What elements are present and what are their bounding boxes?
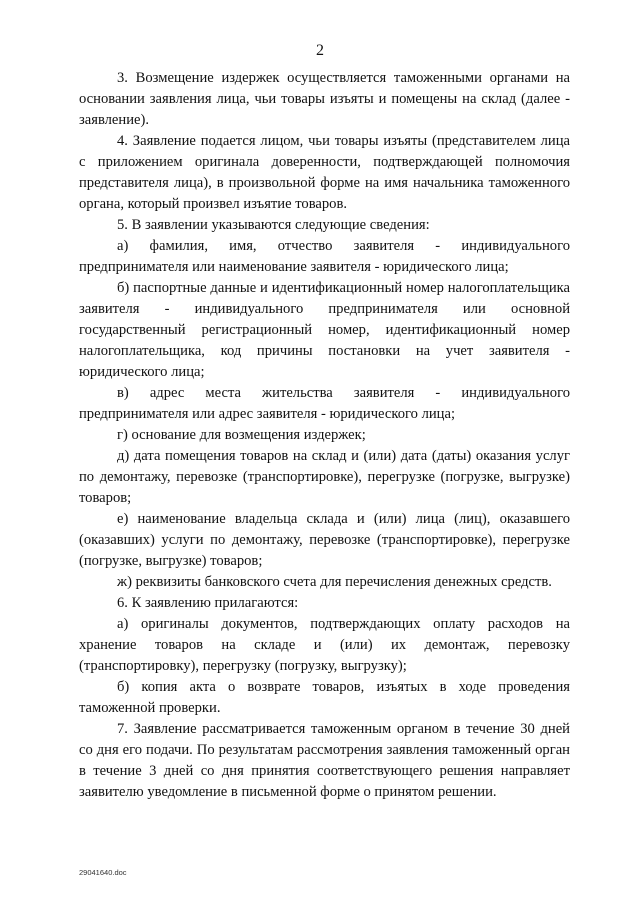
item-6b: б) копия акта о возврате товаров, изъятых в ходе проведения таможенной проверки. [79, 679, 570, 716]
paragraph-6: 6. К заявлению прилагаются: [117, 595, 299, 611]
item-5b: б) паспортные данные и идентификационный номер налогоплательщика заявителя - индивидуального предпринимателя или основной государственный регистрационный номер, идентификационный номер налогоплательщика, код причины постановки на учет заявителя - юридического лица; [79, 280, 570, 380]
paragraph-5: 5. В заявлении указываются следующие сведения: [117, 217, 430, 233]
item-5g: г) основание для возмещения издержек; [117, 427, 366, 443]
paragraph-4: 4. Заявление подается лицом, чьи товары изъяты (представителем лица с приложением оригинала доверенности, подтверждающей полномочия представителя лица), в произвольной форме на имя начальника таможенного органа, который произвел изъятие товаров. [79, 133, 570, 212]
item-5v: в) адрес места жительства заявителя - индивидуального предпринимателя или адрес заявителя - юридического лица; [79, 385, 570, 422]
page-number: 2 [316, 42, 324, 59]
item-6a: а) оригиналы документов, подтверждающих оплату расходов на хранение товаров на складе и (или) их демонтаж, перевозку (транспортировку), перегрузку (погрузку, выгрузку); [79, 616, 570, 674]
item-5e: е) наименование владельца склада и (или) лица (лиц), оказавшего (оказавших) услуги по демонтажу, перевозке (транспортировке), перегрузке (погрузке, выгрузке) товаров; [79, 511, 570, 569]
paragraph-3: 3. Возмещение издержек осуществляется таможенными органами на основании заявления лица, чьи товары изъяты и помещены на склад (далее - заявление). [79, 70, 570, 128]
document-filename: 29041640.doc [79, 868, 127, 877]
item-5zh: ж) реквизиты банковского счета для перечисления денежных средств. [117, 574, 552, 590]
item-5a: а) фамилия, имя, отчество заявителя - индивидуального предпринимателя или наименование заявителя - юридического лица; [79, 238, 570, 275]
paragraph-7: 7. Заявление рассматривается таможенным органом в течение 30 дней со дня его подачи. По результатам рассмотрения заявления таможенный орган в течение 3 дней со дня принятия соответствующего решения направляет заявителю уведомление в письменной форме о принятом решении. [79, 721, 570, 800]
document-body [79, 68, 570, 803]
item-5d: д) дата помещения товаров на склад и (или) дата (даты) оказания услуг по демонтажу, перевозке (транспортировке), перегрузке (погрузке, выгрузке) товаров; [79, 448, 570, 506]
